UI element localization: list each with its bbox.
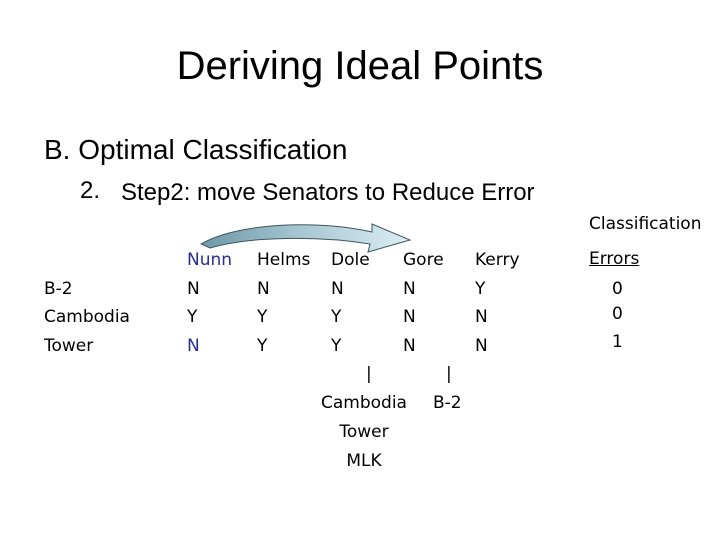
section-heading: B. Optimal Classification: [44, 134, 348, 165]
cutpoint-label: Tower: [339, 422, 389, 442]
vote-cell: Y: [187, 307, 198, 327]
vote-cell: Y: [331, 307, 342, 327]
cutpoint-label: MLK: [346, 451, 382, 471]
errors-label: Errors: [589, 249, 640, 269]
vote-cell: N: [475, 336, 488, 356]
slide-title: Deriving Ideal Points: [176, 44, 544, 88]
cutpoint-marker-right: |: [446, 364, 452, 384]
vote-cell: N: [257, 279, 270, 299]
senator-header-kerry: Kerry: [475, 250, 520, 270]
vote-cell: Y: [331, 336, 342, 356]
error-count: 0: [612, 279, 623, 299]
row-label-b2: B-2: [44, 279, 73, 299]
vote-cell: N: [331, 279, 344, 299]
row-label-cambodia: Cambodia: [44, 307, 130, 327]
vote-cell: N: [475, 307, 488, 327]
cutpoint-label: Cambodia: [321, 393, 407, 413]
classification-label: Classification: [589, 214, 702, 234]
row-label-tower: Tower: [44, 336, 94, 356]
vote-cell: Y: [257, 307, 268, 327]
senator-header-gore: Gore: [403, 250, 444, 270]
vote-cell: Y: [475, 279, 486, 299]
senator-header-nunn: Nunn: [187, 250, 233, 270]
step-number: 2.: [80, 177, 101, 204]
vote-cell: N: [187, 336, 200, 356]
cutpoint-marker-left: |: [366, 364, 372, 384]
vote-cell: Y: [257, 336, 268, 356]
senator-header-helms: Helms: [257, 250, 311, 270]
cutpoint-label: B-2: [433, 393, 462, 413]
error-count: 1: [612, 332, 623, 352]
senator-header-dole: Dole: [331, 250, 370, 270]
step-text: Step2: move Senators to Reduce Error: [121, 179, 535, 206]
vote-cell: N: [403, 279, 416, 299]
vote-cell: N: [403, 307, 416, 327]
error-count: 0: [612, 304, 623, 324]
vote-cell: N: [187, 279, 200, 299]
vote-cell: N: [403, 336, 416, 356]
